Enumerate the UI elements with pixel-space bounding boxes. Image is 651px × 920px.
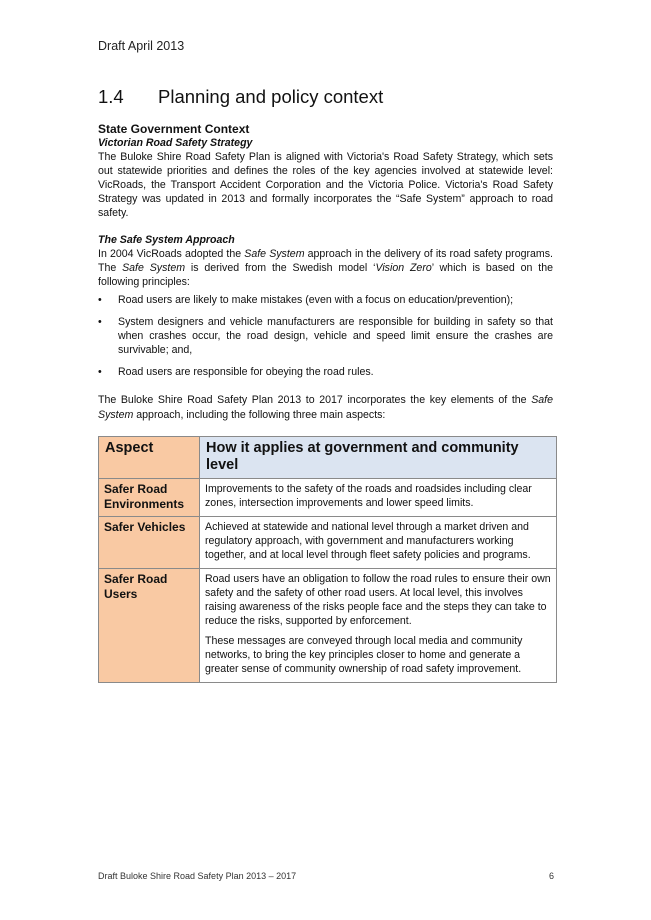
footer-title: Draft Buloke Shire Road Safety Plan 2013 – 2017 [98,871,297,881]
principles-list [98,293,553,379]
table-header-application: How it applies at government and community level [200,437,557,479]
application-cell: Improvements to the safety of the roads and roadsides including clear zones, intersection improvements and lower speed limits. [200,479,557,517]
body-content [98,122,553,422]
aspect-cell: Safer Road Environments [99,479,200,517]
section-number: 1.4 [98,86,124,107]
aspect-cell: Safer Vehicles [99,517,200,569]
header-draft-date: Draft April 2013 [98,39,185,53]
list-item: • Road users are likely to make mistakes (even with a focus on education/prevention); [98,293,553,307]
aspects-table [98,436,557,683]
table-row [99,517,557,569]
application-cell: Road users have an obligation to follow the road rules to ensure their own safety and the safety of other road users. At local level, this involves raising awareness of the risks people face and the steps they can take to reduce the risks, supported by enforcement. These messages are conveyed through local media and community networks, to bring the key principles closer to home and generate a greater sense of community ownership of road safety improvement. [200,569,557,683]
safe-system-heading: The Safe System Approach [98,233,235,246]
table-row [99,569,557,683]
table-header-aspect: Aspect [99,437,200,479]
safe-system-intro: In 2004 VicRoads adopted the Safe System approach in the delivery of its road safety programs. The Safe System is derived from the Swedish model ‘Vision Zero’ which is based on the following principles: [98,247,553,288]
section-heading [98,86,383,108]
page-number: 6 [549,871,555,881]
section-title: Planning and policy context [158,86,384,107]
state-context-heading: State Government Context [98,122,250,136]
list-item: • Road users are responsible for obeying the road rules. [98,365,553,379]
application-cell: Achieved at statewide and national level through a market driven and regulatory approach, with government and manufacturers working together, and at local level through fleet safety policies and programs. [200,517,557,569]
table-header-row [99,437,557,479]
aspect-cell: Safer Road Users [99,569,200,683]
strategy-subheading: Victorian Road Safety Strategy [98,137,253,149]
closing-paragraph: The Buloke Shire Road Safety Plan 2013 to 2017 incorporates the key elements of the Safe System approach, including the following three main aspects: [98,394,553,421]
table-row [99,479,557,517]
list-item: • System designers and vehicle manufacturers are responsible for building in safety so that when crashes occur, the road design, vehicle and speed limit ensure the crashes are survivable; and, [98,315,553,357]
strategy-paragraph: The Buloke Shire Road Safety Plan is aligned with Victoria's Road Safety Strategy, which sets out statewide priorities and defines the roles of the key agencies involved at statewide level: VicRoads, the Transport Accident Corporation and the Victoria Police. Victoria's Road Safety Strategy was updated in 2013 and formally incorporates the “Safe System” approach to road safety. [98,151,553,220]
